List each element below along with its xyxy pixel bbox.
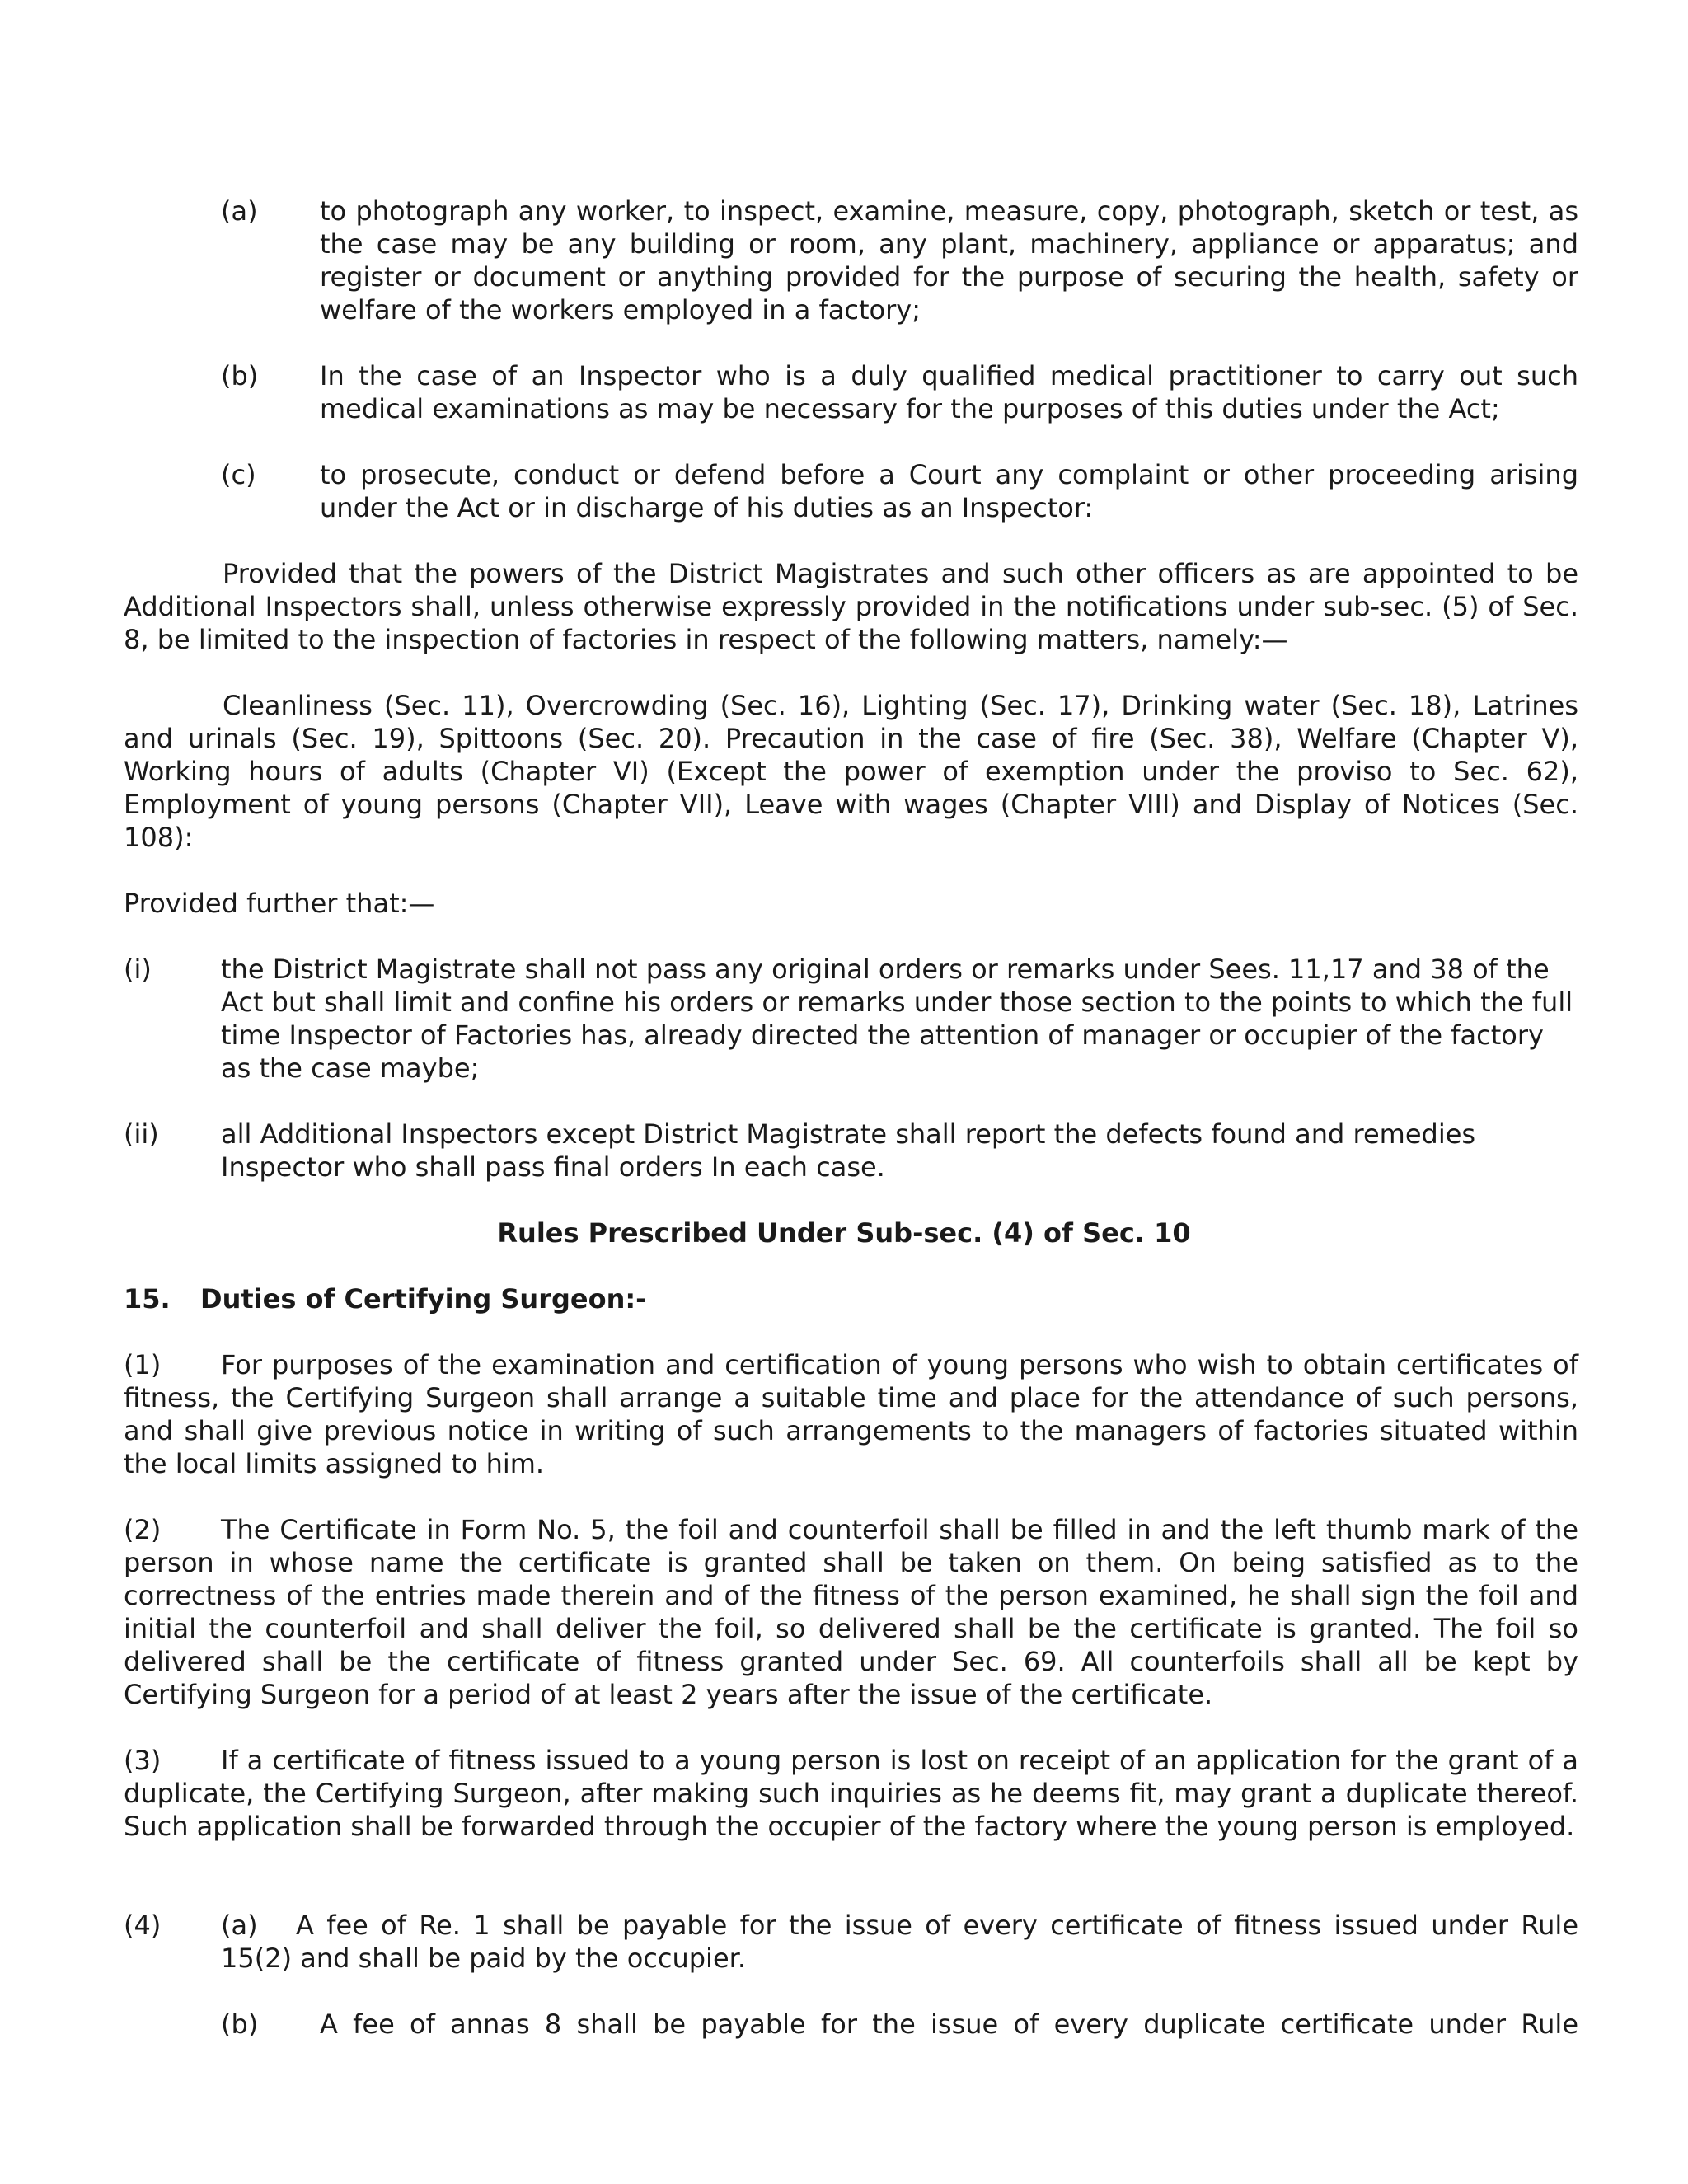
sub-label: (a) — [221, 1910, 258, 1941]
sub-text: A fee of annas 8 shall be payable for the issue of every duplicate certificate under Rule — [320, 2008, 1578, 2040]
item-label: (ii) — [124, 1118, 159, 1150]
rule-15-para-4a — [124, 1909, 1578, 1975]
power-item-c — [221, 458, 1578, 524]
rules-heading: Rules Prescribed Under Sub-sec. (4) of Sec. 10 — [497, 1217, 1191, 1249]
item-label: (c) — [221, 459, 256, 490]
para-text: If a certificate of fitness issued to a young person is lost on receipt of an application for the grant of a duplicate, the Certifying Surgeon, after making such inquiries as he deems fit, may grant a duplicate thereof. Such application shall be forwarded through the occupier of the factory where the young person is employed. — [124, 1745, 1578, 1842]
rule-15-para-3 — [124, 1744, 1578, 1843]
rule-15-heading — [124, 1282, 646, 1315]
para-label: (1) — [124, 1349, 162, 1380]
rule-15-para-1 — [124, 1348, 1578, 1480]
para-label: (3) — [124, 1745, 162, 1776]
para-label: (2) — [124, 1514, 162, 1545]
rule-number: 15. — [124, 1283, 171, 1315]
proviso-item-i — [124, 953, 1578, 1085]
rule-15-para-4b — [221, 2008, 1578, 2041]
item-label: (b) — [221, 360, 259, 391]
para-text: The Certificate in Form No. 5, the foil and counterfoil shall be filled in and the left thumb mark of the person in whose name the certificate is granted shall be taken on them. On being satisfied as to the correctness of the entries made therein and of the fitness of the person examined, he shall sign the foil and initial the counterfoil and shall deliver the foil, so delivered shall be the certificate is granted. The foil so delivered shall be the certificate of fitness granted under Sec. 69. All counterfoils shall all be kept by Certifying Surgeon for a period of at least 2 years after the issue of the certificate. — [124, 1514, 1578, 1710]
proviso-paragraph: Provided that the powers of the District Magistrates and such other officers as are appointed to be Additional Inspectors shall, unless otherwise expressly provided in the notifications under sub-sec. (5) of Sec. 8, be limited to the inspection of factories in respect of the following matters, namely:— — [124, 558, 1578, 655]
item-label: (i) — [124, 954, 152, 985]
rule-15-para-2 — [124, 1513, 1578, 1711]
item-text: the District Magistrate shall not pass any original orders or remarks under Sees. 11,17 and 38 of the Act but shall limit and confine his orders or remarks under those section to the points to which the full time Inspector of Factories has, already directed the attention of manager or occupier of the factory as the case maybe; — [221, 954, 1573, 1084]
para-label: (4) — [124, 1910, 162, 1941]
item-label: (a) — [221, 195, 258, 227]
power-item-b — [221, 359, 1578, 425]
item-text: to photograph any worker, to inspect, examine, measure, copy, photograph, sketch or test, as the case may be any building or room, any plant, machinery, appliance or apparatus; and register or document or anything provided for the purpose of securing the health, safety or welfare of the workers employed in a factory; — [320, 195, 1578, 326]
matters-paragraph: Cleanliness (Sec. 11), Overcrowding (Sec. 16), Lighting (Sec. 17), Drinking water (Sec. 18), Latrines and urinals (Sec. 19), Spittoons (Sec. 20). Precaution in the case of fire (Sec. 38), Welfare (Chapter V), Working hours of adults (Chapter VI) (Except the power of exemption under the proviso to Sec. 62), Employment of young persons (Chapter VII), Leave with wages (Chapter VIII) and Display of Notices (Sec. 108): — [124, 690, 1578, 853]
item-text: In the case of an Inspector who is a duly qualified medical practitioner to carry out such medical examinations as may be necessary for the purposes of this duties under the Act; — [320, 360, 1578, 424]
sub-text: A fee of Re. 1 shall be payable for the issue of every certificate of fitness issued under Rule 15(2) and shall be paid by the occupier. — [221, 1910, 1578, 1974]
rule-title: Duties of Certifying Surgeon:- — [200, 1283, 647, 1315]
item-text: to prosecute, conduct or defend before a Court any complaint or other proceeding arising under the Act or in discharge of his duties as an Inspector: — [320, 459, 1578, 523]
para-text: For purposes of the examination and certification of young persons who wish to obtain certificates of fitness, the Certifying Surgeon shall arrange a suitable time and place for the attendance of such persons, and shall give previous notice in writing of such arrangements to the managers of factories situated within the local limits assigned to him. — [124, 1349, 1578, 1479]
power-item-a — [221, 194, 1578, 326]
item-text: all Additional Inspectors except District Magistrate shall report the defects found and remedies Inspector who shall pass final orders In each case. — [221, 1118, 1476, 1183]
proviso-further-intro: Provided further that:— — [124, 888, 435, 919]
proviso-item-ii — [124, 1118, 1578, 1183]
sub-label: (b) — [221, 2008, 259, 2040]
